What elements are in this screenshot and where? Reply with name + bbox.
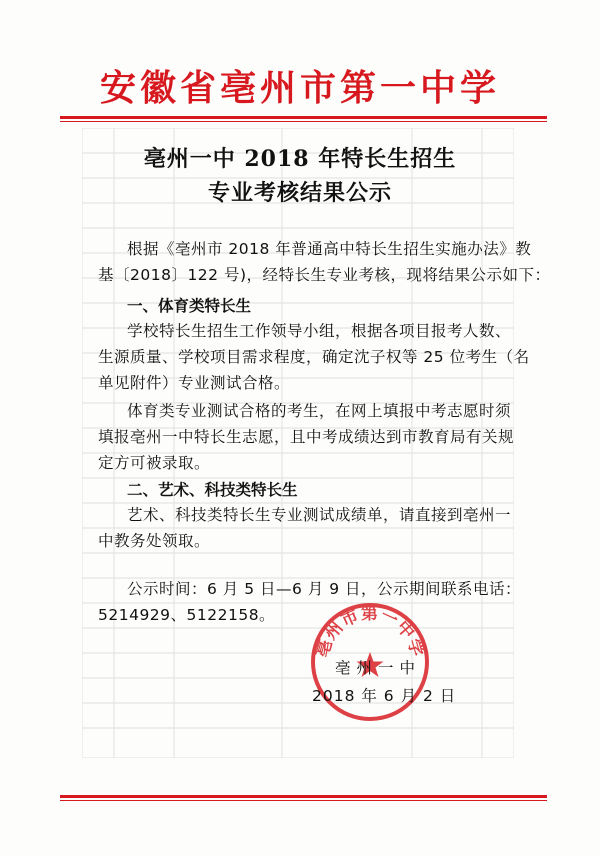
signature-organization: 亳州一中 [335,659,422,677]
sports-paragraph-1 [98,318,530,396]
paragraph-line: 艺术、科技类特长生专业测试成绩单，请直接到亳州一 [127,506,512,524]
svg-text:亳州市第一中学 [312,603,428,659]
paragraph-line: 填报亳州一中特长生志愿，且中考成绩达到市教育局有关规 [98,428,515,446]
footer-rule-thick [60,795,547,798]
intro-paragraph [98,236,551,288]
paragraph-line: 体育类专业测试合格的考生，在网上填报中考志愿时须 [127,402,512,420]
letterhead-title: 安徽省亳州市第一中学 [99,67,500,109]
letterhead-rule-thick [60,116,547,119]
paragraph-line: 定方可被录取。 [98,454,211,472]
intro-line: 基〔2018〕122 号)，经特长生专业考核，现将结果公示如下： [98,266,551,284]
sports-paragraph-2 [98,398,518,476]
paragraph-line: 5214929、5122158。 [98,606,276,624]
seal-text: 亳州市第一中学 [312,604,428,660]
section-heading-sports: 一、体育类特长生 [127,297,252,315]
intro-line: 根据《亳州市 2018 年普通高中特长生招生实施办法》教 [127,240,532,258]
paragraph-line: 公示时间：6 月 5 日—6 月 9 日，公示期间联系电话： [127,580,522,598]
paragraph-line: 生源质量、学校项目需求程度，确定沈子权等 25 位考生（名 [98,348,530,366]
signature-date: 2018 年 6 月 2 日 [312,687,457,705]
footer-rule-thin [60,800,547,801]
section-heading-arts: 二、艺术、科技类特长生 [127,481,298,499]
paragraph-line: 学校特长生招生工作领导小组，根据各项目报考人数、 [127,322,512,340]
document-title-line-1: 亳州一中 2018 年特长生招生 [143,146,457,172]
letterhead-rule-thin [60,121,547,122]
arts-paragraph [98,502,518,554]
document-title-line-2: 专业考核结果公示 [207,180,392,206]
paragraph-line: 单见附件）专业测试合格。 [98,374,291,392]
paragraph-line: 中教务处领取。 [98,532,211,550]
